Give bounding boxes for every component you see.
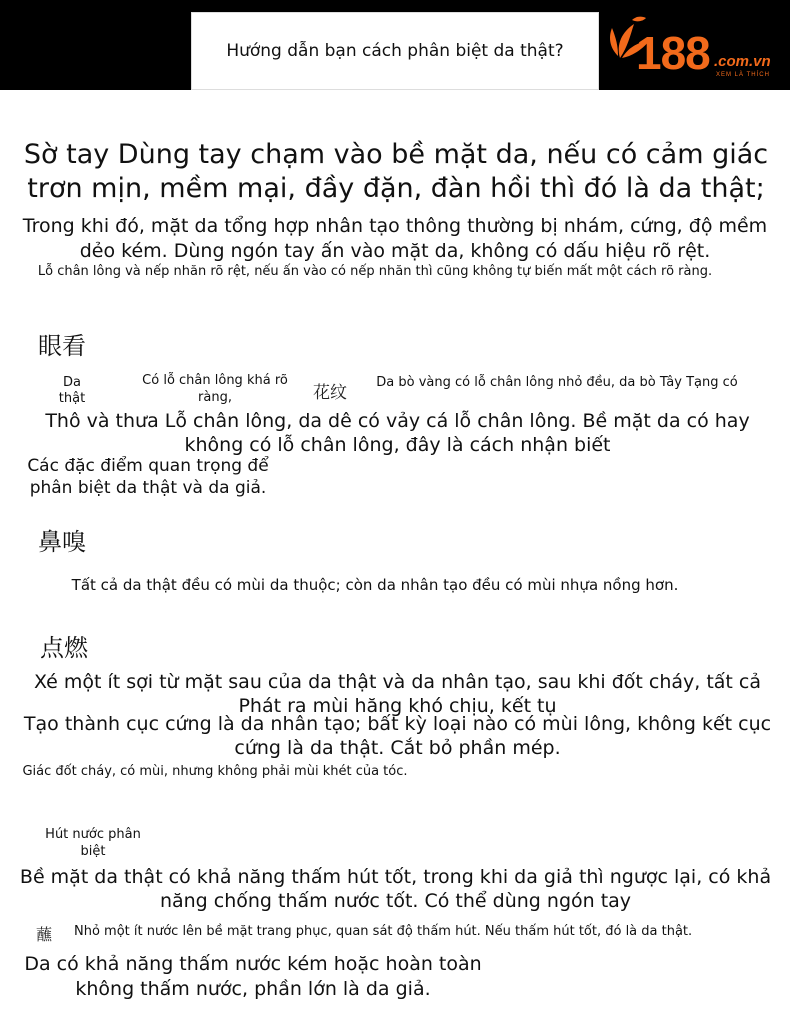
- para-water-drop: Nhỏ một ít nước lên bề mặt trang phục, quan sát độ thấm hút. Nếu thấm hút tốt, đó là da thật.: [74, 924, 693, 939]
- site-logo[interactable]: [606, 14, 786, 84]
- label-pattern-glyph: 花纹: [313, 383, 347, 403]
- logo-number: 188: [636, 27, 710, 79]
- label-dip-glyph: 蘸: [36, 925, 53, 944]
- label-pores-clear: Có lỗ chân lông khá rõ ràng,: [142, 373, 288, 405]
- para-smell: Tất cả da thật đều có mùi da thuộc; còn da nhân tạo đều có mùi nhựa nồng hơn.: [71, 576, 679, 594]
- para-coarse-pores: Thô và thưa Lỗ chân lông, da dê có vảy cá lỗ chân lông. Bề mặt da có hay không có lỗ chân lông, đây là cách nhận biết: [45, 410, 750, 456]
- label-absorb-test: Hút nước phân biệt: [45, 827, 141, 859]
- para-burn-tear: Xé một ít sợi từ mặt sau của da thật và da nhân tạo, sau khi đốt cháy, tất cả Phát ra mùi hăng khó chịu, kết tụ: [33, 671, 762, 717]
- label-cow-leather: Da bò vàng có lỗ chân lông nhỏ đều, da bò Tây Tạng có: [376, 375, 738, 390]
- para-burn-smell: Giác đốt cháy, có mùi, nhưng không phải mùi khét của tóc.: [22, 764, 408, 779]
- label-real-leather: Da thật: [58, 375, 86, 406]
- para-absorb: Bề mặt da thật có khả năng thấm hút tốt, trong khi da giả thì ngược lại, có khả năng chống thấm nước tốt. Có thể dùng ngón tay: [19, 866, 772, 912]
- para-key-features: Các đặc điểm quan trọng để phân biệt da thật và da giả.: [27, 456, 269, 499]
- para-pores-wrinkles: Lỗ chân lông và nếp nhăn rõ rệt, nếu ấn vào có nếp nhăn thì cũng không tự biến mất một cách rõ ràng.: [37, 264, 713, 279]
- logo-domain: .com.vn: [714, 53, 771, 70]
- logo-tagline: XEM LÀ THÍCH: [716, 72, 770, 78]
- heading-smell: 鼻嗅: [38, 528, 86, 556]
- heading-look: 眼看: [38, 332, 86, 360]
- page-title: Hướng dẫn bạn cách phân biệt da thật?: [191, 12, 599, 90]
- header-bar: [0, 0, 790, 90]
- para-conclusion: Da có khả năng thấm nước kém hoặc hoàn toàn không thấm nước, phần lớn là da giả.: [24, 953, 482, 1000]
- heading-burn: 点燃: [40, 634, 88, 662]
- para-synthetic: Trong khi đó, mặt da tổng hợp nhân tạo thông thường bị nhám, cứng, độ mềm dẻo kém. Dùng ngón tay ấn vào mặt da, không có dấu hiệu rõ rệt.: [22, 215, 768, 262]
- para-touch: Sờ tay Dùng tay chạm vào bề mặt da, nếu có cảm giác trơn mịn, mềm mại, đầy đặn, đàn hồi thì đó là da thật;: [23, 139, 769, 204]
- para-burn-result: Tạo thành cục cứng là da nhân tạo; bất kỳ loại nào có mùi lông, không kết cục cứng là da thật. Cắt bỏ phần mép.: [23, 713, 772, 759]
